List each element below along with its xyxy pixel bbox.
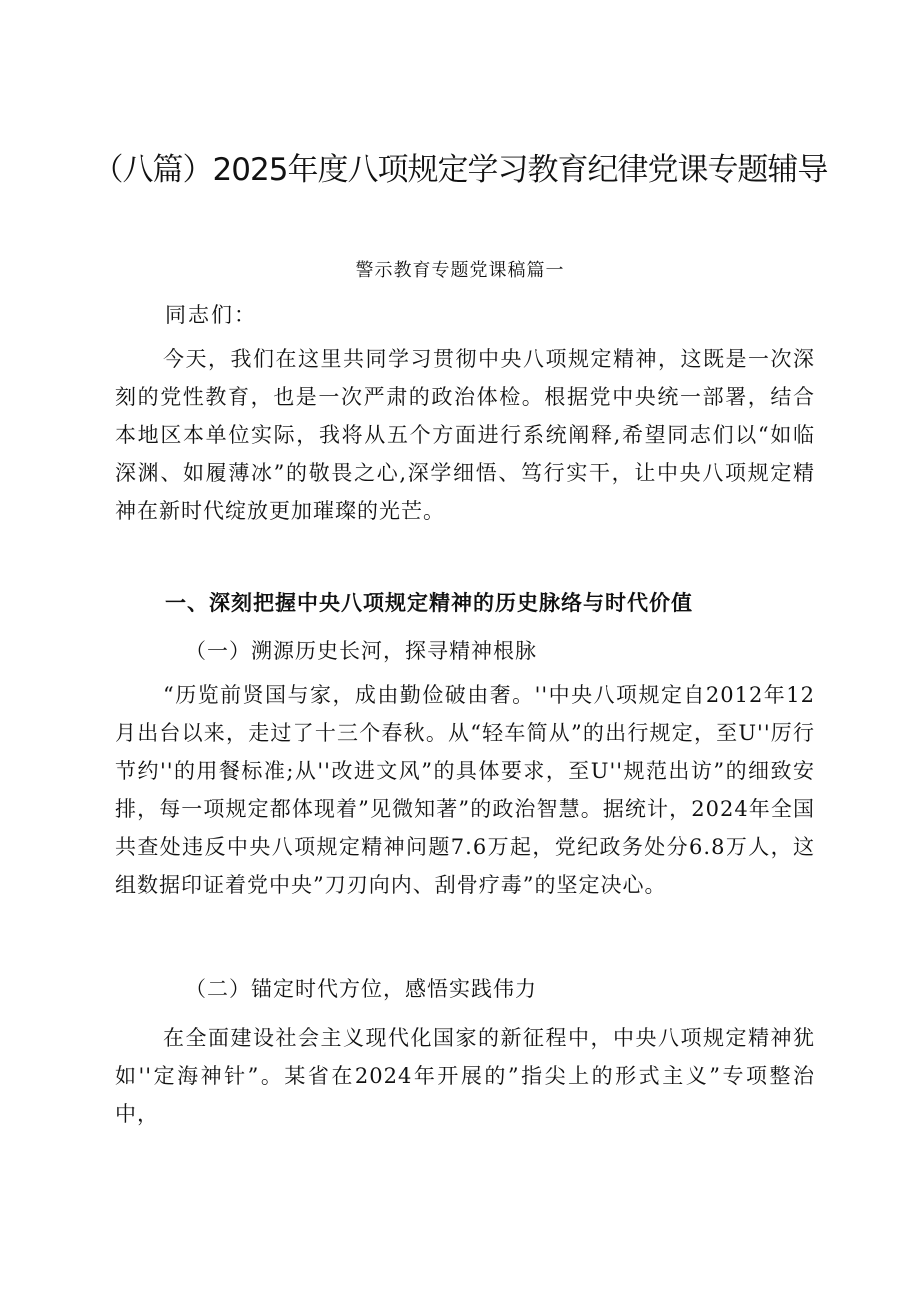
document-subtitle: 警示教育专题党课稿篇一 — [355, 260, 565, 281]
salutation: 同志们： — [165, 303, 257, 327]
paragraph-history: “历览前贤国与家，成由勤俭破由奢。''中央八项规定自2012年12月出台以来，走过了十三个春秋。从“轻车简从”的出行规定，至U''厉行节约''的用餐标准;从''改进文风”的具体要求，至U''规范出访”的细致安排，每一项规定都体现着”见微知著”的政治智慧。据统计，2024年全国共查处违反中央八项规定精神问题7.6万起，党纪政务处分6.8万人，这组数据印证着党中央”刀刃向内、刮骨疗毒”的坚定决心。 — [115, 683, 815, 897]
document-title: （八篇）2025年度八项规定学习教育纪律党课专题辅导 — [92, 152, 828, 188]
subsection-heading-2: （二）锚定时代方位，感悟实践伟力 — [185, 977, 537, 1001]
paragraph-intro: 今天，我们在这里共同学习贯彻中央八项规定精神，这既是一次深刻的党性教育，也是一次严肃的政治体检。根据党中央统一部署，结合本地区本单位实际，我将从五个方面进行系统阐释,希望同志们以“如临深渊、如履薄冰”的敬畏之心,深学细悟、笃行实干，让中央八项规定精神在新时代绽放更加璀璨的光芒。 — [115, 347, 815, 523]
paragraph-practice: 在全面建设社会主义现代化国家的新征程中，中央八项规定精神犹如''定海神针”。某省在2024年开展的”指尖上的形式主义”专项整治中， — [115, 1026, 815, 1126]
subsection-heading-1: （一）溯源历史长河，探寻精神根脉 — [185, 639, 537, 663]
section-heading-1: 一、深刻把握中央八项规定精神的历史脉络与时代价值 — [165, 590, 693, 615]
